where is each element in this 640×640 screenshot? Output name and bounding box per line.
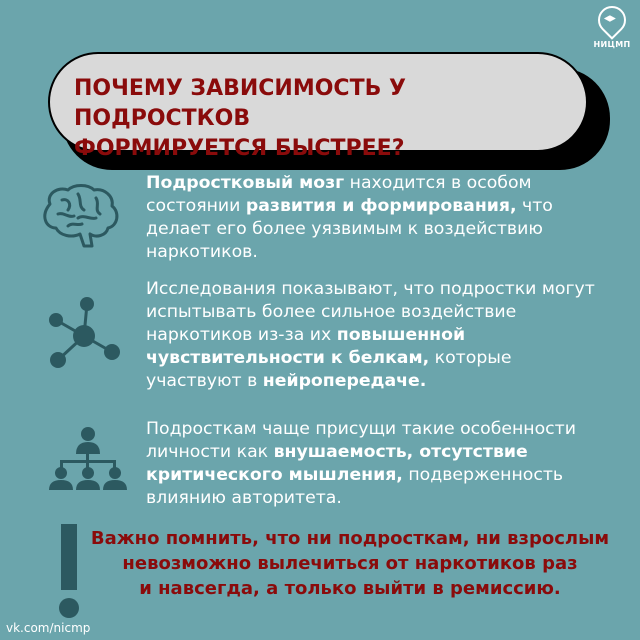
emphasis: внушаемость, отсутствие критического мышления, [146,442,528,485]
warning-line-1: Важно помнить, что ни подросткам, ни взрослым [90,528,610,549]
title-line-2: ФОРМИРУЕТСЯ БЫСТРЕЕ? [74,136,405,161]
hierarchy-icon [46,424,130,492]
text: находится в особом состоянии [146,173,532,216]
warning-text [90,526,610,601]
text: подверженность влиянию авторитета. [146,465,564,508]
info-text-2 [146,278,606,393]
info-text-3 [146,418,606,510]
text: Подросткам чаще присущи такие особенности личности как [146,419,576,462]
emphasis: развития и формирования, [245,196,517,216]
page-title [74,74,574,164]
emphasis: Подростковый мозг [146,173,345,193]
emphasis: повышенной чувствительности к белкам, [146,325,466,368]
title-banner [48,52,588,161]
text: которые участвуют в [146,348,512,391]
vk-link[interactable]: vk.com/nicmp [6,621,91,635]
exclamation-icon [58,524,82,620]
logo-text: НИЦМП [593,40,631,49]
emphasis: нейропередаче. [262,371,427,391]
warning-line-3: и навсегда, а только выйти в ремиссию. [139,578,561,599]
info-text-1 [146,172,606,264]
graduation-cap-pin-icon [592,0,632,40]
warning-line-2: невозможно вылечиться от наркотиков раз [122,553,578,574]
text: Исследования показывают, что подростки могут испытывать более сильное воздействие наркотиков из-за их [146,279,595,345]
text: что делает его более уязвимым к воздействию наркотиков. [146,196,553,262]
nicmp-logo [592,6,632,56]
molecule-icon [40,290,120,370]
title-line-1: ПОЧЕМУ ЗАВИСИМОСТЬ У ПОДРОСТКОВ [74,76,406,131]
brain-icon [38,184,122,250]
